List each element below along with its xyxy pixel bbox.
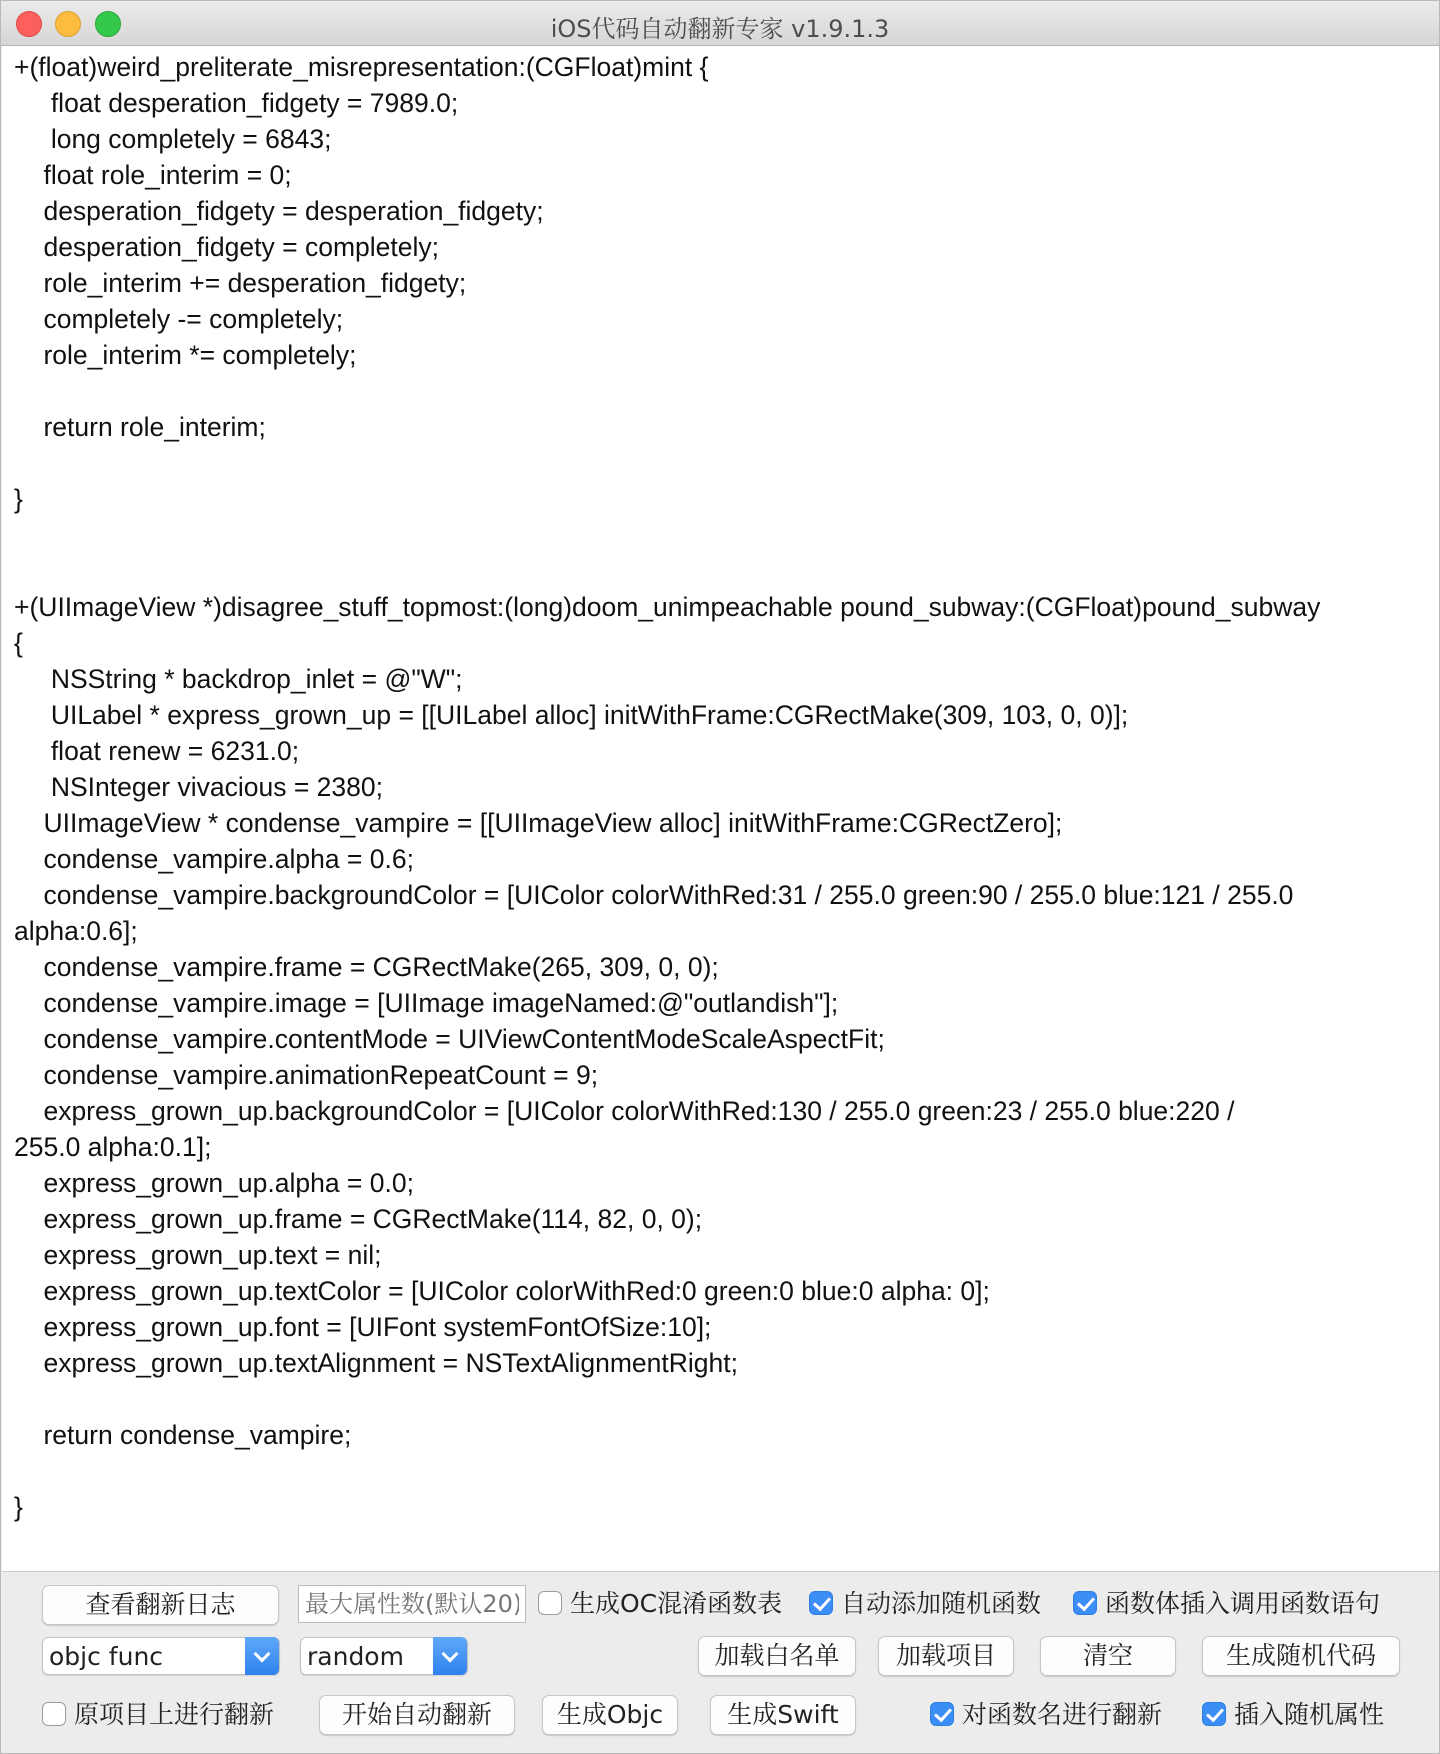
code-line: condense_vampire.image = [UIImage imageNamed:@"outlandish"]; (14, 988, 839, 1018)
code-line: express_grown_up.frame = CGRectMake(114, 82, 0, 0); (14, 1204, 703, 1234)
gen-swift-button[interactable]: 生成Swift (710, 1695, 856, 1735)
code-line: desperation_fidgety = completely; (14, 232, 439, 262)
code-line (14, 553, 1439, 589)
renovate-in-place-checkbox[interactable] (42, 1698, 274, 1732)
chevron-down-icon[interactable] (433, 1637, 467, 1675)
code-line: float desperation_fidgety = 7989.0; (14, 88, 459, 118)
code-line: return condense_vampire; (14, 1420, 352, 1450)
checkbox-label: 插入随机属性 (1234, 1700, 1385, 1729)
clear-button[interactable]: 清空 (1040, 1636, 1176, 1676)
code-line (14, 445, 1439, 481)
gen-objc-button[interactable]: 生成Objc (542, 1695, 678, 1735)
checkbox-icon[interactable] (538, 1591, 562, 1615)
checkbox-label: 原项目上进行翻新 (74, 1700, 275, 1729)
checkbox-label: 函数体插入调用函数语句 (1105, 1589, 1381, 1618)
type-select-value: objc func (49, 1642, 164, 1671)
code-line: long completely = 6843; (14, 124, 332, 154)
code-line: UILabel * express_grown_up = [[UILabel alloc] initWithFrame:CGRectMake(309, 103, 0, 0)]; (14, 700, 1129, 730)
code-line: +(float)weird_preliterate_misrepresentation:(CGFloat)mint { (14, 52, 709, 82)
code-line: condense_vampire.contentMode = UIViewContentModeScaleAspectFit; (14, 1024, 885, 1054)
code-text[interactable] (2, 46, 1439, 1525)
renovate-func-names-checkbox[interactable] (930, 1698, 1162, 1732)
code-line: } (14, 1492, 23, 1522)
insert-call-statements-checkbox[interactable] (1073, 1587, 1380, 1621)
code-line: float role_interim = 0; (14, 160, 292, 190)
code-line (14, 1381, 1439, 1417)
code-line: +(UIImageView *)disagree_stuff_topmost:(long)doom_unimpeachable pound_subway:(CGFloat)pound_subway (14, 592, 1321, 622)
auto-add-random-func-checkbox[interactable] (809, 1587, 1041, 1621)
insert-random-attrs-checkbox[interactable] (1202, 1698, 1384, 1732)
code-line: express_grown_up.text = nil; (14, 1240, 382, 1270)
gen-oc-table-checkbox[interactable] (538, 1587, 782, 1621)
code-line: { (14, 628, 23, 658)
code-line: express_grown_up.alpha = 0.0; (14, 1168, 414, 1198)
checkmark-icon[interactable] (809, 1591, 833, 1615)
code-line: condense_vampire.frame = CGRectMake(265, 309, 0, 0); (14, 952, 719, 982)
code-line (14, 1453, 1439, 1489)
code-line: NSString * backdrop_inlet = @"W"; (14, 664, 463, 694)
checkbox-label: 对函数名进行翻新 (962, 1700, 1163, 1729)
checkmark-icon[interactable] (1202, 1702, 1226, 1726)
checkbox-label: 生成OC混淆函数表 (570, 1589, 783, 1618)
max-attributes-input[interactable] (298, 1585, 526, 1623)
code-line: role_interim += desperation_fidgety; (14, 268, 467, 298)
code-line (14, 517, 1439, 553)
gen-random-code-button[interactable]: 生成随机代码 (1202, 1636, 1400, 1676)
code-line: NSInteger vivacious = 2380; (14, 772, 383, 802)
code-line: role_interim *= completely; (14, 340, 357, 370)
code-line: float renew = 6231.0; (14, 736, 300, 766)
code-line: condense_vampire.animationRepeatCount = 9; (14, 1060, 599, 1090)
checkmark-icon[interactable] (1073, 1591, 1097, 1615)
code-line: condense_vampire.alpha = 0.6; (14, 844, 414, 874)
code-line: 255.0 alpha:0.1]; (14, 1132, 212, 1162)
checkbox-label: 自动添加随机函数 (841, 1589, 1042, 1618)
code-line: desperation_fidgety = desperation_fidgety; (14, 196, 544, 226)
title-bar[interactable] (1, 1, 1439, 46)
view-log-button[interactable]: 查看翻新日志 (42, 1585, 279, 1625)
code-line: condense_vampire.backgroundColor = [UIColor colorWithRed:31 / 255.0 green:90 / 255.0 blue:121 / 255.0 (14, 880, 1294, 910)
code-line: alpha:0.6]; (14, 916, 138, 946)
code-line: express_grown_up.textColor = [UIColor colorWithRed:0 green:0 blue:0 alpha: 0]; (14, 1276, 990, 1306)
code-line: } (14, 484, 23, 514)
load-project-button[interactable]: 加载项目 (878, 1636, 1014, 1676)
code-line: completely -= completely; (14, 304, 344, 334)
checkbox-icon[interactable] (42, 1702, 66, 1726)
window-title: iOS代码自动翻新专家 v1.9.1.3 (550, 15, 890, 43)
mode-select[interactable] (300, 1637, 468, 1675)
code-line: express_grown_up.font = [UIFont systemFontOfSize:10]; (14, 1312, 712, 1342)
chevron-down-icon[interactable] (245, 1637, 279, 1675)
code-line: express_grown_up.textAlignment = NSTextAlignmentRight; (14, 1348, 738, 1378)
checkmark-icon[interactable] (930, 1702, 954, 1726)
mode-select-value: random (307, 1642, 404, 1671)
type-select[interactable] (42, 1637, 280, 1675)
code-editor[interactable] (2, 46, 1439, 1572)
code-line: UIImageView * condense_vampire = [[UIImageView alloc] initWithFrame:CGRectZero]; (14, 808, 1063, 838)
code-line (14, 373, 1439, 409)
load-whitelist-button[interactable]: 加载白名单 (698, 1636, 856, 1676)
start-auto-renovate-button[interactable]: 开始自动翻新 (319, 1695, 515, 1735)
code-line: express_grown_up.backgroundColor = [UIColor colorWithRed:130 / 255.0 green:23 / 255.0 blue:220 / (14, 1096, 1235, 1126)
code-line: return role_interim; (14, 412, 266, 442)
